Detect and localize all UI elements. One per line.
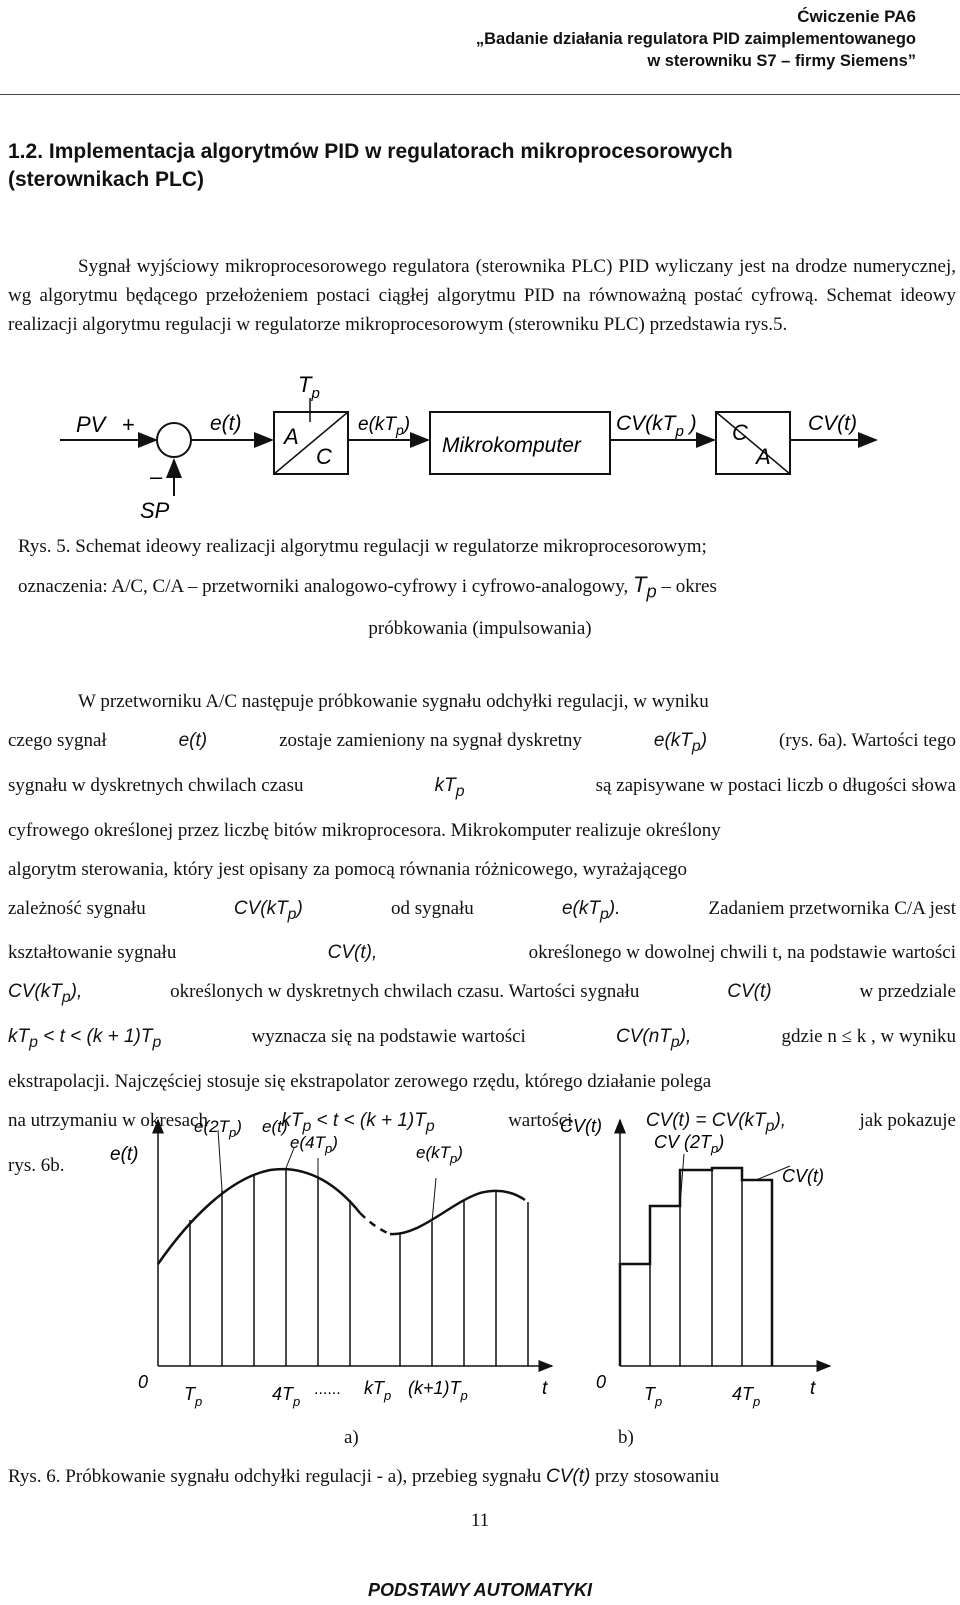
- fig5-et-label: e(t): [210, 412, 242, 435]
- fig6a-origin: 0: [138, 1372, 149, 1392]
- fig6b-label-cvt: CV(t): [782, 1166, 824, 1186]
- page-header: [476, 6, 916, 72]
- fig5-ca-a: A: [756, 444, 771, 469]
- fig5-sp-label: SP: [140, 498, 170, 523]
- fig6a-label-e2tp: $e(2T_p)$: [194, 1118, 242, 1140]
- exercise-title-line1: „Badanie działania regulatora PID zaimplementowanego: [475, 30, 916, 48]
- figure-5-block-diagram: [60, 368, 880, 528]
- fig6b-t-label: t: [810, 1378, 816, 1399]
- figure-6a-sampling-plot: [100, 1118, 570, 1418]
- page-number: 11: [470, 1510, 490, 1531]
- figure-5-caption-line3: próbkowania (impulsowania): [368, 618, 592, 640]
- fig5-summing-junction: [157, 423, 191, 457]
- section-title: [8, 138, 928, 194]
- page-footer: PODSTAWY AUTOMATYKI: [367, 1580, 592, 1600]
- fig6a-tick-ktp: $kT_p$: [364, 1378, 392, 1403]
- fig6a-e2-pointer: [218, 1130, 222, 1190]
- paragraph-sampling: W przetworniku A/C następuje próbkowanie sygnału odchyłki regulacji, w wyniku czego sygnał e(t) zostaje zamieniony na sygnał dyskretny $e(kT_p)$ (rys. 6a). Wartości tego sygnału w dyskretnych chwilach czasu $kT_p$ są zapisywane w postaci liczb o długości słowa cyfrowego określonej przez liczbę bitów mikroprocesora. Mikrokomputer realizuje określony algorytm sterowania, który jest opisany za pomocą równania różnicowego, wyrażającego zależność sygnału $CV(kT_p)$ od sygnału $e(kT_p)$. Zadaniem przetwornika C/A jest kształtowanie sygnału CV(t), określonego w dowolnej chwili t, na podstawie wartości $CV(kT_p)$, określonych w dyskretnych chwilach czasu. Wartości sygnału CV(t) w przedziale $kT_p < t < (k + 1)T_p$ wyznacza się na podstawie wartości $CV(nT_p)$, gdzie n ≤ k , w wyniku ekstrapolacji. Najczęściej stosuje się ekstrapolator zerowego rzędu, którego działanie polega na utrzymaniu w okresach $kT_p < t < (k + 1)T_p$ wartości $CV(t) = CV(kT_p)$, jak pokazuje rys. 6b.: [8, 691, 956, 1176]
- sublabel-a: a): [344, 1427, 359, 1448]
- figure-6b-zoh-plot: [560, 1118, 850, 1418]
- fig5-microcomputer-label: Mikrokomputer: [442, 434, 581, 457]
- fig6a-label-ektp: $e(kT_p)$: [416, 1143, 463, 1166]
- fig6b-tick-tp: $T_p$: [644, 1384, 663, 1409]
- fig6a-tick-k1tp: $(k+1)T_p$: [408, 1378, 468, 1403]
- sublabel-b: b): [618, 1427, 634, 1448]
- fig6a-t-label: t: [542, 1378, 548, 1399]
- fig6b-origin: 0: [596, 1372, 607, 1392]
- fig5-ac-c: C: [316, 444, 332, 469]
- fig6a-ek-pointer: [432, 1178, 436, 1222]
- fig6a-label-e4tp: $e(4T_p)$: [290, 1133, 338, 1156]
- header-divider: [0, 94, 960, 95]
- fig5-pv-label: PV: [76, 412, 106, 437]
- paragraph-intro: [8, 252, 956, 339]
- fig6a-y-label: e(t): [110, 1144, 139, 1165]
- paragraph-intro-text: Sygnał wyjściowy mikroprocesorowego regulatora (sterownika PLC) PID wyliczany jest na drodze numerycznej, wg algorytmu będącego przełożeniem postaci ciągłej algorytmu PID na równoważną postać cyfrową. Schemat ideowy realizacji algorytmu regulacji w regulatorze mikroprocesorowym (sterowniku PLC) przedstawia rys.5.: [8, 256, 956, 335]
- fig6b-staircase: [620, 1168, 772, 1366]
- exercise-title-line2: w sterowniku S7 – firmy Siemens”: [647, 52, 916, 70]
- fig6a-label-et: e(t): [262, 1118, 288, 1136]
- fig6a-tick-4tp: $4T_p$: [272, 1384, 301, 1409]
- fig5-tp-label: $T_p$: [298, 372, 320, 402]
- fig6a-error-curve-solid: [158, 1169, 360, 1264]
- fig6a-error-curve-tail: [390, 1191, 525, 1234]
- fig6a-error-curve-dashed: [360, 1213, 390, 1234]
- fig5-cvktp-label: $CV(kT_p$ ): [616, 412, 697, 440]
- fig5-minus-sign: –: [150, 464, 163, 489]
- fig6b-y-label: CV(t): [560, 1118, 602, 1136]
- figure-6-caption: Rys. 6. Próbkowanie sygnału odchyłki regulacji - a), przebieg sygnału CV(t) przy stosowaniu: [8, 1466, 720, 1487]
- figure-5-caption-line2: oznaczenia: A/C, C/A – przetworniki analogowo-cyfrowy i cyfrowo-analogowy, $T_p$ – okres: [18, 572, 717, 602]
- fig6b-label-cv2tp: CV $(2T_p)$: [654, 1132, 725, 1156]
- fig5-ektp-label: $e(kT_p)$: [358, 414, 411, 438]
- fig6a-dots: ......: [314, 1381, 341, 1398]
- figure-5-caption: [0, 528, 960, 648]
- fig6b-tick-4tp: $4T_p$: [732, 1384, 761, 1409]
- fig5-cvt-label: CV(t): [808, 412, 857, 435]
- fig6a-tick-tp: $T_p$: [184, 1384, 203, 1409]
- fig6b-step-verticals: [650, 1170, 742, 1366]
- fig6a-sample-lines: [190, 1168, 528, 1366]
- fig5-plus-sign: +: [122, 412, 135, 437]
- fig5-ac-a: A: [284, 424, 299, 449]
- fig5-ca-diagonal: [716, 412, 790, 474]
- section-title-line2: (sterownikach PLC): [8, 168, 205, 191]
- fig5-ca-c: C: [732, 420, 748, 445]
- figure-5-caption-line1: Rys. 5. Schemat ideowy realizacji algorytmu regulacji w regulatorze mikroprocesorowym;: [18, 536, 707, 557]
- exercise-label: Ćwiczenie PA6: [797, 7, 916, 26]
- section-title-line1: 1.2. Implementacja algorytmów PID w regulatorach mikroprocesorowych: [8, 140, 733, 163]
